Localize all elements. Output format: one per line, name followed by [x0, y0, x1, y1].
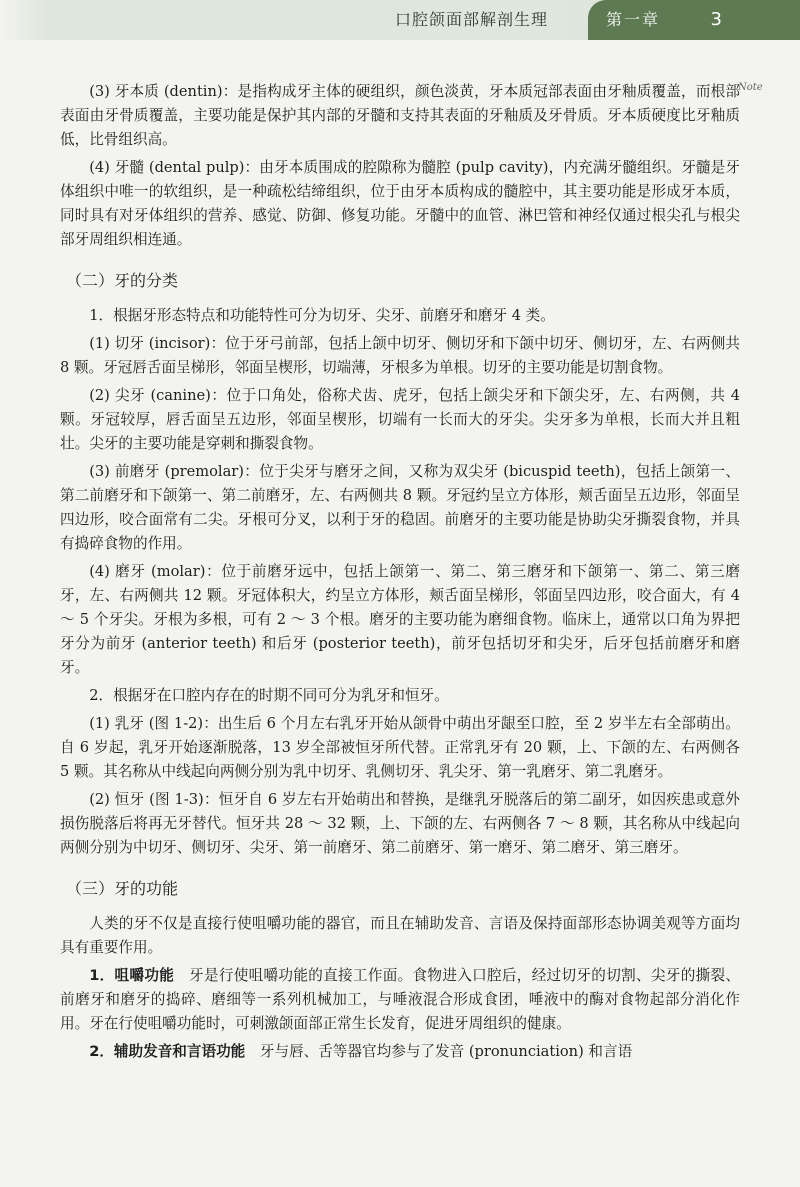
chapter-label: 第一章	[606, 10, 661, 29]
speech-function-text: 牙与唇、舌等器官均参与了发音 (pronunciation) 和言语	[245, 1043, 633, 1060]
chapter-tab	[588, 0, 800, 40]
chewing-function-text: 牙是行使咀嚼功能的直接工作面。食物进入口腔后，经过切牙的切割、尖牙的撕裂、前磨牙和磨牙的捣碎、磨细等一系列机械加工，与唾液混合形成食团，唾液中的酶对食物起部分消化作用。牙在行使咀嚼功能时，可刺激颌面部正常生长发育，促进牙周组织的健康。	[60, 967, 740, 1032]
book-title: 口腔颌面部解剖生理	[395, 10, 549, 29]
margin-note-mark: Note	[738, 82, 763, 93]
paragraph-classification-intro: 1．根据牙形态特点和功能特性可分为切牙、尖牙、前磨牙和磨牙 4 类。	[89, 307, 555, 324]
paragraph-deciduous-teeth: (1) 乳牙 (图 1-2)：出生后 6 个月左右乳牙开始从颌骨中萌出牙龈至口腔，至 2 岁半左右全部萌出。自 6 岁起，乳牙开始逐渐脱落，13 岁全部被恒牙所代替。正常乳牙有 20 颗，上、下颌的左、右两侧各 5 颗。其名称从中线起向两侧分别为乳中切牙、乳侧切牙、乳尖牙、第一乳磨牙、第二乳磨牙。	[60, 715, 740, 780]
paragraph-function-intro: 人类的牙不仅是直接行使咀嚼功能的器官，而且在辅助发音、言语及保持面部形态协调美观等方面均具有重要作用。	[60, 915, 740, 956]
paragraph-canine: (2) 尖牙 (canine)：位于口角处，俗称犬齿、虎牙，包括上颌尖牙和下颌尖牙，左、右两侧，共 4 颗。牙冠较厚，唇舌面呈五边形，邻面呈楔形，切端有一长而大的牙尖。尖牙多为单根，长而大并且粗壮。尖牙的主要功能是穿刺和撕裂食物。	[60, 387, 740, 452]
chewing-function-lead: 1．咀嚼功能	[89, 967, 175, 984]
paragraph-dental-pulp: (4) 牙髓 (dental pulp)：由牙本质围成的腔隙称为髓腔 (pulp cavity)，内充满牙髓组织。牙髓是牙体组织中唯一的软组织，是一种疏松结缔组织，位于由牙本质构成的髓腔中，其主要功能是形成牙本质，同时具有对牙体组织的营养、感觉、防御、修复功能。牙髓中的血管、淋巴管和神经仅通过根尖孔与根尖部牙周组织相连通。	[60, 159, 740, 248]
paragraph-premolar: (3) 前磨牙 (premolar)：位于尖牙与磨牙之间，又称为双尖牙 (bicuspid teeth)，包括上颌第一、第二前磨牙和下颌第一、第二前磨牙，左、右两侧共 8 颗。牙冠约呈立方体形，颊舌面呈五边形，邻面呈四边形，咬合面常有二尖。牙根可分叉，以利于牙的稳固。前磨牙的主要功能是协助尖牙撕裂食物，并具有捣碎食物的作用。	[60, 463, 740, 552]
paragraph-chewing-function	[60, 964, 740, 1036]
paragraph-incisor: (1) 切牙 (incisor)：位于牙弓前部，包括上颌中切牙、侧切牙和下颌中切牙、侧切牙，左、右两侧共 8 颗。牙冠唇舌面呈梯形，邻面呈楔形，切端薄，牙根多为单根。切牙的主要功能是切割食物。	[60, 335, 740, 376]
page-body	[60, 80, 740, 1068]
paragraph-molar: (4) 磨牙 (molar)：位于前磨牙远中，包括上颌第一、第二、第三磨牙和下颌第一、第二、第三磨牙，左、右两侧共 12 颗。牙冠体积大，约呈立方体形，颊舌面呈梯形，邻面呈四边形，咬合面大，有 4 ～ 5 个牙尖。牙根为多根，可有 2 ～ 3 个根。磨牙的主要功能为磨细食物。临床上，通常以口角为界把牙分为前牙 (anterior teeth) 和后牙 (posterior teeth)，前牙包括切牙和尖牙，后牙包括前磨牙和磨牙。	[60, 563, 740, 676]
paragraph-speech-function	[60, 1040, 740, 1064]
speech-function-lead: 2．辅助发音和言语功能	[89, 1043, 246, 1060]
page-number: 3	[710, 9, 722, 30]
paragraph-permanent-teeth: (2) 恒牙 (图 1-3)：恒牙自 6 岁左右开始萌出和替换，是继乳牙脱落后的第二副牙，如因疾患或意外损伤脱落后将再无牙替代。恒牙共 28 ～ 32 颗，上、下颌的左、右两侧各 7 ～ 8 颗，其名称从中线起向两侧分别为中切牙、侧切牙、尖牙、第一前磨牙、第二前磨牙、第一磨牙、第二磨牙、第三磨牙。	[60, 791, 740, 856]
section-heading-function: （三）牙的功能	[66, 879, 179, 898]
paragraph-dentin: (3) 牙本质 (dentin)：是指构成牙主体的硬组织，颜色淡黄，牙本质冠部表面由牙釉质覆盖，而根部表面由牙骨质覆盖，主要功能是保护其内部的牙髓和支持其表面的牙釉质及牙骨质。牙本质硬度比牙釉质低，比骨组织高。	[60, 83, 740, 148]
page-header	[0, 0, 800, 40]
section-heading-classification: （二）牙的分类	[66, 271, 179, 290]
paragraph-dentition-intro: 2．根据牙在口腔内存在的时期不同可分为乳牙和恒牙。	[89, 687, 449, 704]
